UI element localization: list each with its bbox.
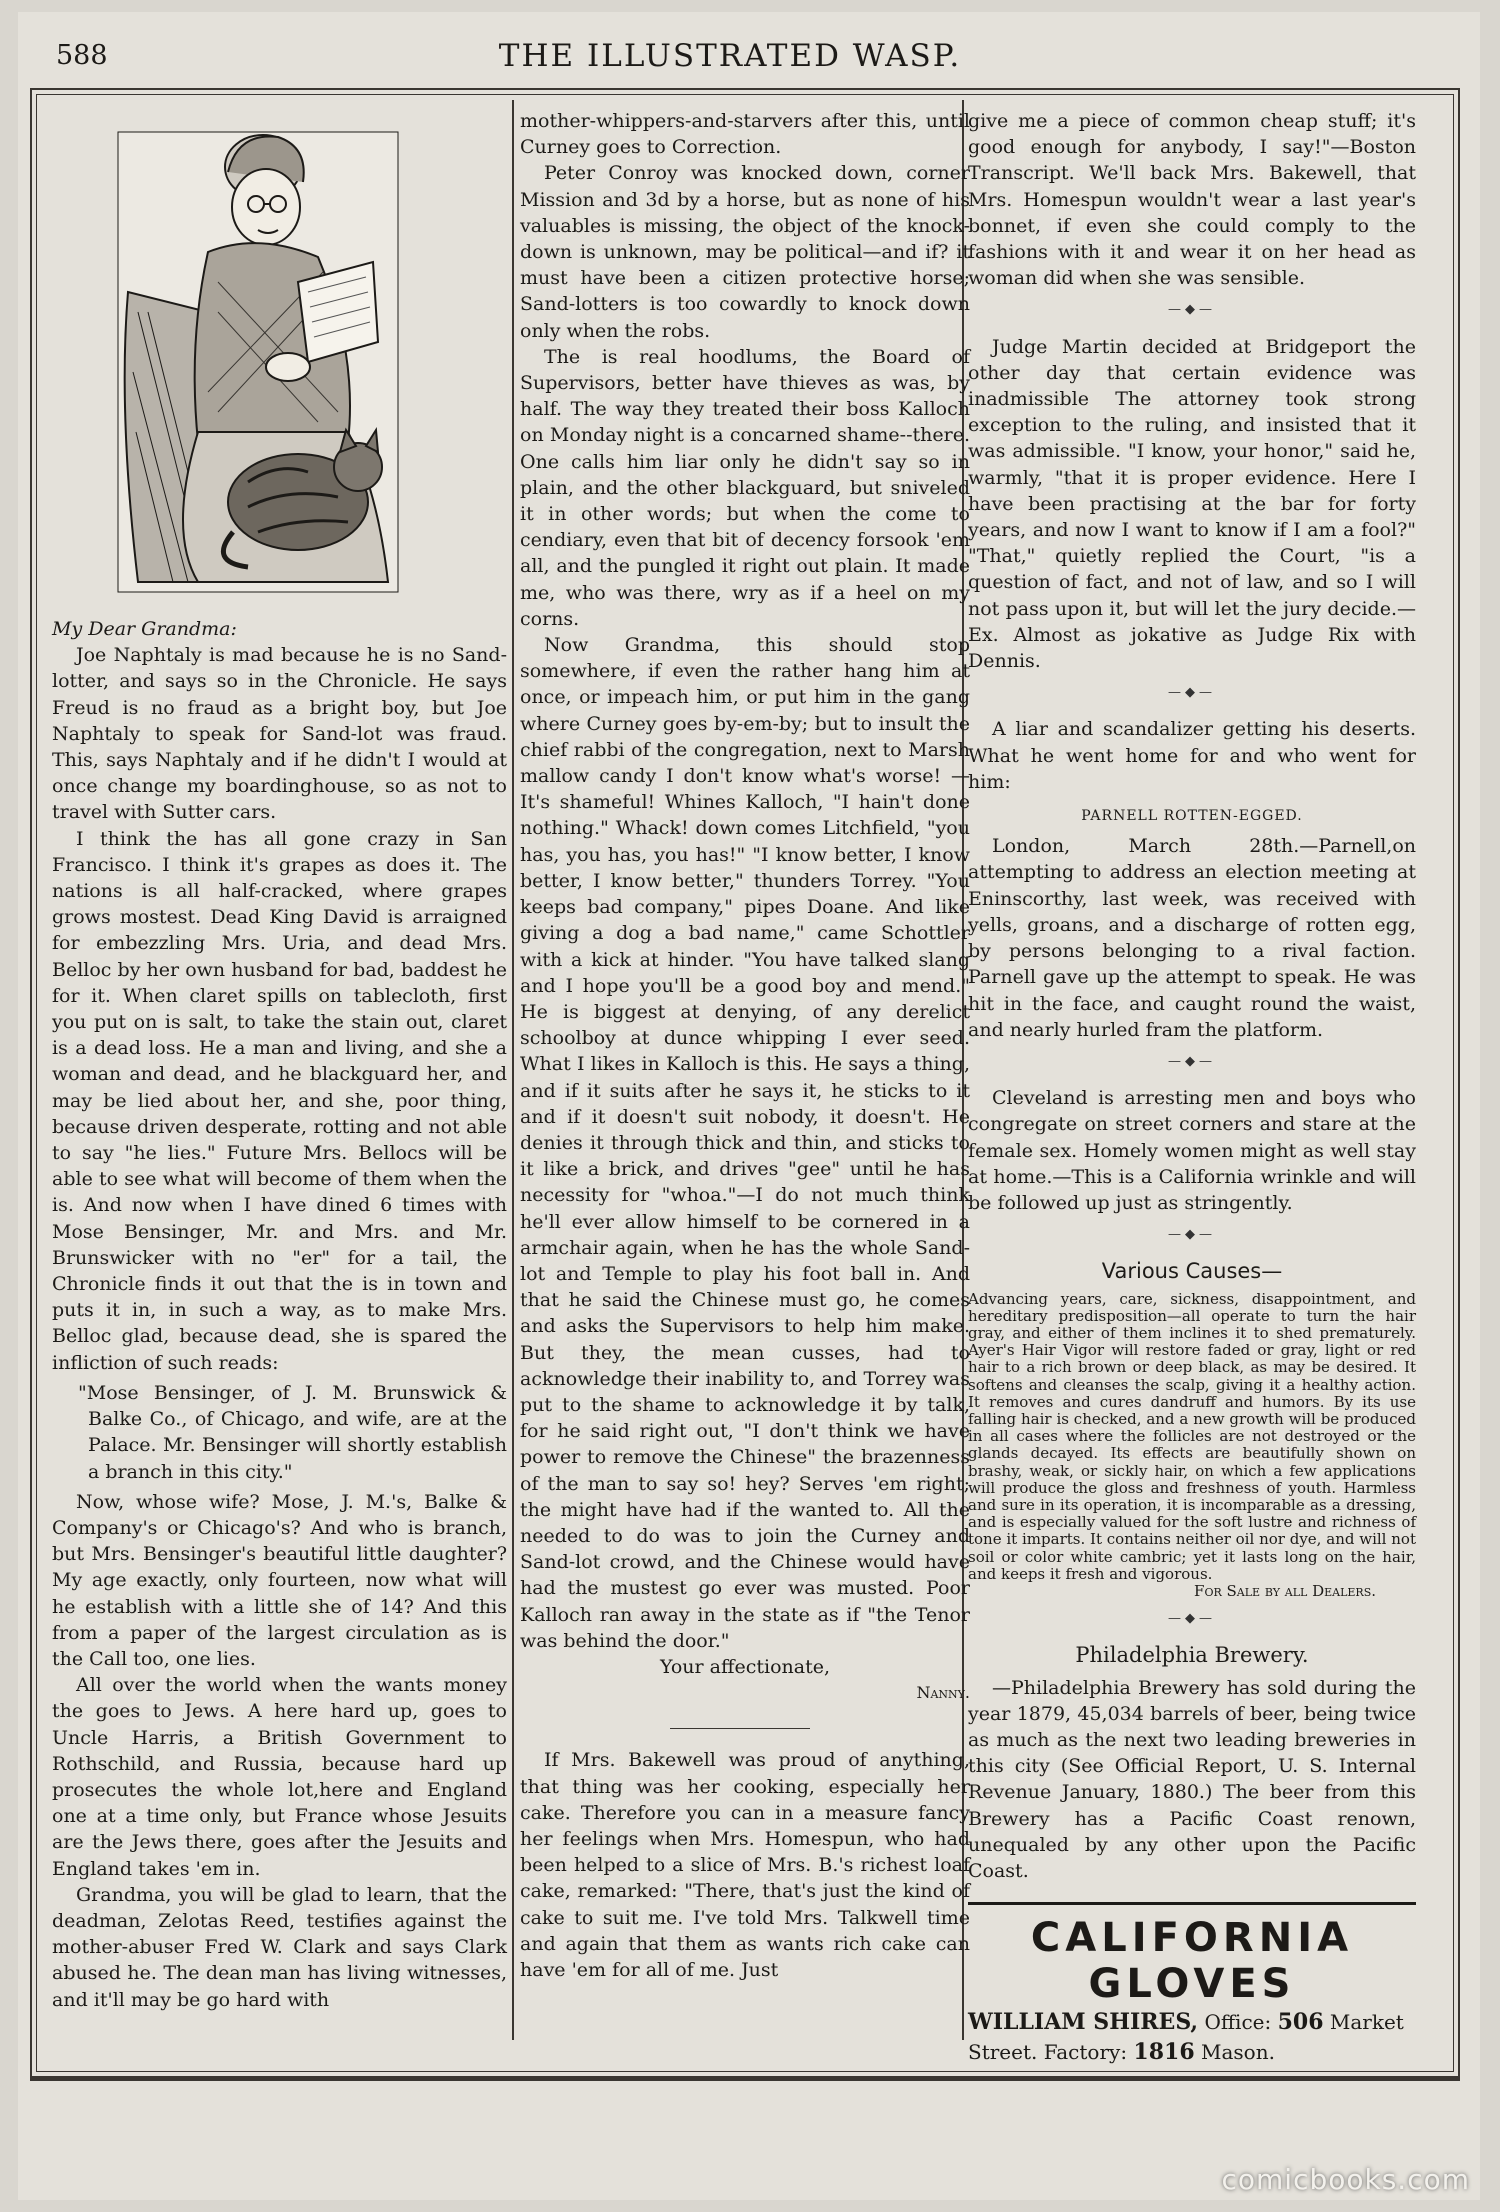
factory-street: Mason. (1201, 2040, 1275, 2065)
paragraph: London, March 28th.—Parnell,on attempting to address an election meeting at Eninscorthy, last week, was received with yells, groans, and a discharge of rotten egg, by persons belonging to a rival faction. Parnell gave up the attempt to speak. He was hit in the face, and caught round the waist, and nearly hurled fram the platform. (968, 835, 1416, 1041)
paragraph: give me a piece of common cheap stuff; it's good enough for anybody, I say!"—Boston Transcript. We'll back Mrs. Bakewell, that Mrs. Homespun wouldn't wear a last year's bonnet, if even she could comply to the fashions with it and wear it on her head as woman did when she was sensible. (968, 110, 1416, 290)
separator-ornament: —◆— (1168, 1611, 1216, 1627)
factory-number: 1816 (1133, 2039, 1195, 2066)
masthead: THE ILLUSTRATED WASP. (498, 38, 962, 74)
paragraph: Peter Conroy was knocked down, corner Mission and 3d by a horse, but as none of his valuables is missing, the object of the knock-down is unknown, may be political—and if? it must have been a citizen protective horse; Sand-lotters is too cowardly to knock down only when the robs. (520, 162, 970, 342)
salutation: My Dear Grandma: (52, 618, 237, 640)
grandma-illustration (108, 112, 408, 602)
gloves-address (968, 2007, 1416, 2067)
gloves-proprietor: WILLIAM SHIRES, (968, 2009, 1199, 2036)
ad-heading-brewery: Philadelphia Brewery. (1075, 1643, 1309, 1668)
section-separator (670, 1728, 810, 1729)
paragraph: I think the has all gone crazy in San Francisco. I think it's grapes as does it. The nations is all half-cracked, where grapes grows mostest. Dead King David is arraigned for embezzling Mrs. Uria, and dead Mrs. Belloc by her own husband for bad, baddest he for it. When claret spills on tablecloth, first you put on is salt, to take the stain out, claret is a dead loss. He a man and living, and she a woman and dead, and he blackguard her, and may be lied about her, and she, poor thing, because driven desperate, rotting and not able to say "he lies." Future Mrs. Bellocs will be able to see what will become of them when the is. And now when I have dined 6 times with Mose Bensinger, Mr. and Mrs. and Mr. Brunswicker with no "er" for a tail, the Chronicle finds it out that the is in town and puts it in, in such a way, as to make Mrs. Belloc glad, because dead, she is spared the infliction of such reads: (52, 827, 507, 1374)
ad-body-hair-vigor: Advancing years, care, sickness, disappointment, and hereditary predisposition—all operate to turn the hair gray, and either of them inclines it to shed prematurely. Ayer's Hair Vigor will restore faded or gray, light or red hair to a rich brown or deep black, as may be desired. It softens and cleanses the scalp, giving it a healthy action. It removes and cures dandruff and humors. By its use falling hair is checked, and a new growth will be produced in all cases where the follicles are not destroyed or the glands decayed. Its effects are beautifully shown on brashy, weak, or sickly hair, on which a few applications will produce the gloss and freshness of youth. Harmless and sure in its operation, it is incomparable as a dressing, and is especially valued for the soft lustre and richness of tone it imparts. It contains neither oil nor dye, and will not soil or color white cambric; yet it lasts long on the hair, and keeps it fresh and vigorous. (968, 1289, 1416, 1583)
grandma-reading-engraving (108, 112, 408, 602)
office-street: Market Street. (968, 2010, 1404, 2065)
office-label: Office: (1204, 2010, 1272, 2035)
gloves-title-line2: GLOVES (1088, 1961, 1296, 2008)
column-2 (520, 108, 970, 1983)
paragraph: Cleveland is arresting men and boys who congregate on street corners and stare at the female sex. Homely women might as well stay at home.—This is a California wrinkle and will be followed up just as stringently. (968, 1087, 1416, 1214)
ad-body-brewery: —Philadelphia Brewery has sold during the year 1879, 45,034 barrels of beer, being twice as much as the next two leading breweries in this city (See Official Report, U. S. Internal Revenue January, 1880.) The beer from this Brewery has a Pacific Coast renown, unequaled by any other upon the Pacific Coast. (968, 1676, 1416, 1883)
paragraph: Grandma, you will be glad to learn, that the deadman, Zelotas Reed, testifies against the mother-abuser Fred W. Clark and says Clark abused he. The dean man has living witnesses, and it'll may be go hard with (52, 1883, 507, 2011)
paragraph: Judge Martin decided at Bridgeport the other day that certain evidence was inadmissible The attorney took strong exception to the ruling, and insisted that it was admissible. "I know, your honor," said he, warmly, "that it is proper evidence. Here I have been practising at the bar for forty years, and now I want to know if I am a fool?" "That," quietly replied the Court, "is a question of fact, and not of law, and so I will not pass upon it, but will let the jury decide.—Ex. Almost as jokative as Judge Rix with Dennis. (968, 335, 1416, 673)
quoted-notice: "Mose Bensinger, of J. M. Brunswick & Balke Co., of Chicago, and wife, are at the Palace. Mr. Bensinger will shortly establish a branch in this city." (78, 1381, 507, 1483)
ad-sale-line: For Sale by all Dealers. (1194, 1581, 1376, 1600)
column-divider (512, 100, 514, 2040)
separator-ornament: —◆— (1168, 685, 1216, 701)
office-number: 506 (1277, 2009, 1324, 2036)
page-number: 588 (56, 40, 108, 71)
bottom-rule (30, 2078, 1460, 2081)
paragraph: Now, whose wife? Mose, J. M.'s, Balke & Company's or Chicago's? And who is branch, but Mrs. Bensinger's beautiful little daughter? My age exactly, only fourteen, now what will he establish with a little she of 14? And this from a paper of the largest circulation as is the Call too, one lies. (52, 1490, 507, 1670)
column-1 (52, 112, 507, 2013)
paragraph: The is real hoodlums, the Board of Supervisors, better have thieves as was, by half. The way they treated their boss Kalloch on Monday night is a concarned shame--there. One calls him liar only he didn't say so in plain, and the other blackguard, but sniveled it in other words; but when the come to cendiary, even that bit of decency forsook 'em all, and the pungled it right out plain. It made me, who was there, wry as if a heel on my corns. (520, 345, 970, 630)
paragraph: Now Grandma, this should stop somewhere, if even the rather hang him at once, or impeach him, or put him in the gang where Curney goes by-em-by; but to insult the chief rabbi of the congregation, next to Marsh mallow candy I don't know what's worse! —It's shameful! Whines Kalloch, "I hain't done nothing." Whack! down comes Litchfield, "you has, you has, you has!" "I know better, I know better, I know better," thunders Torrey. "You keeps bad company," pipes Doane. And like giving a dog a bad name," came Schottler with a kick at hinder. "You have talked slang and I hope you'll be a good boy and mend." He is biggest at denying, of any derelict schoolboy at dunce whipping I ever seed. What I likes in Kalloch is this. He says a thing, and if it suits after he says it, he sticks to it and if it doesn't suit nobody, it doesn't. He denies it through thick and thin, and sticks to it like a brick, and drives "gee" until he has necessity for "whoa."—I do not much think he'll ever allow himself to be cornered in a armchair again, when he has the whole Sand-lot and Temple to play his foot ball in. And that he said the Chinese must go, he comes and asks the Supervisors to help him make. But they, the mean cusses, had to acknowledge their inability to, and Torrey was put to the shame to acknowledge it by talk, for he said right out, "I don't think we have power to remove the Chinese" the brazenness of the man to say so! hey? Serves 'em right; the might have had if the wanted to. All the needed to do was to join the Curney and Sand-lot crowd, and the Chinese would have had the mustest go ever was musted. Poor Kalloch ran away in the state as if "the Tenor was behind the door." (520, 634, 970, 1652)
ad-heading-various-causes: Various Causes— (1101, 1259, 1283, 1284)
separator-ornament: —◆— (1168, 302, 1216, 318)
letter-signoff: Your affectionate, (659, 1655, 831, 1678)
paragraph: If Mrs. Bakewell was proud of anything, that thing was her cooking, especially her cake. Therefore you can in a measure fancy her feelings when Mrs. Homespun, who had been helped to a slice of Mrs. B.'s richest loaf cake, remarked: "There, that's just the kind of cake to suit me. I've told Mrs. Talkwell time and again that them as wants rich cake can have 'em for all of me. Just (520, 1749, 970, 1982)
separator-ornament: —◆— (1168, 1227, 1216, 1243)
letter-signature: Nanny. (916, 1683, 970, 1703)
paragraph: mother-whippers-and-starvers after this, until Curney goes to Correction. (520, 110, 970, 159)
gloves-title-line1: CALIFORNIA (1030, 1915, 1354, 1962)
parnell-headline: PARNELL ROTTEN-EGGED. (1081, 808, 1303, 825)
factory-label: Factory: (1043, 2040, 1128, 2065)
page-header (30, 30, 1430, 90)
separator-ornament: —◆— (1168, 1053, 1216, 1069)
california-gloves-ad (968, 1902, 1416, 2067)
column-3 (968, 108, 1416, 2067)
paragraph: All over the world when the wants money the goes to Jews. A here hard up, goes to Uncle Harris, a British Government to Rothschild, and Russia, because hard up prosecutes the whole lot,here and England one at a time only, but France whose Jesuits are the Jews there, goes after the Jesuits and England takes 'em in. (52, 1674, 507, 1880)
watermark: comicbooks.com (1221, 2163, 1470, 2196)
paragraph: Joe Naphtaly is mad because he is no Sand-lotter, and says so in the Chronicle. He says Freud is no fraud as a bright boy, but Joe Naphtaly to speak for Sand-lot was fraud. This, says Naphtaly and if he didn't I would at once change my boardinghouse, so as not to travel with Sutter cars. (52, 644, 507, 824)
paragraph: A liar and scandalizer getting his deserts. What he went home for and who went for him: (968, 718, 1416, 793)
